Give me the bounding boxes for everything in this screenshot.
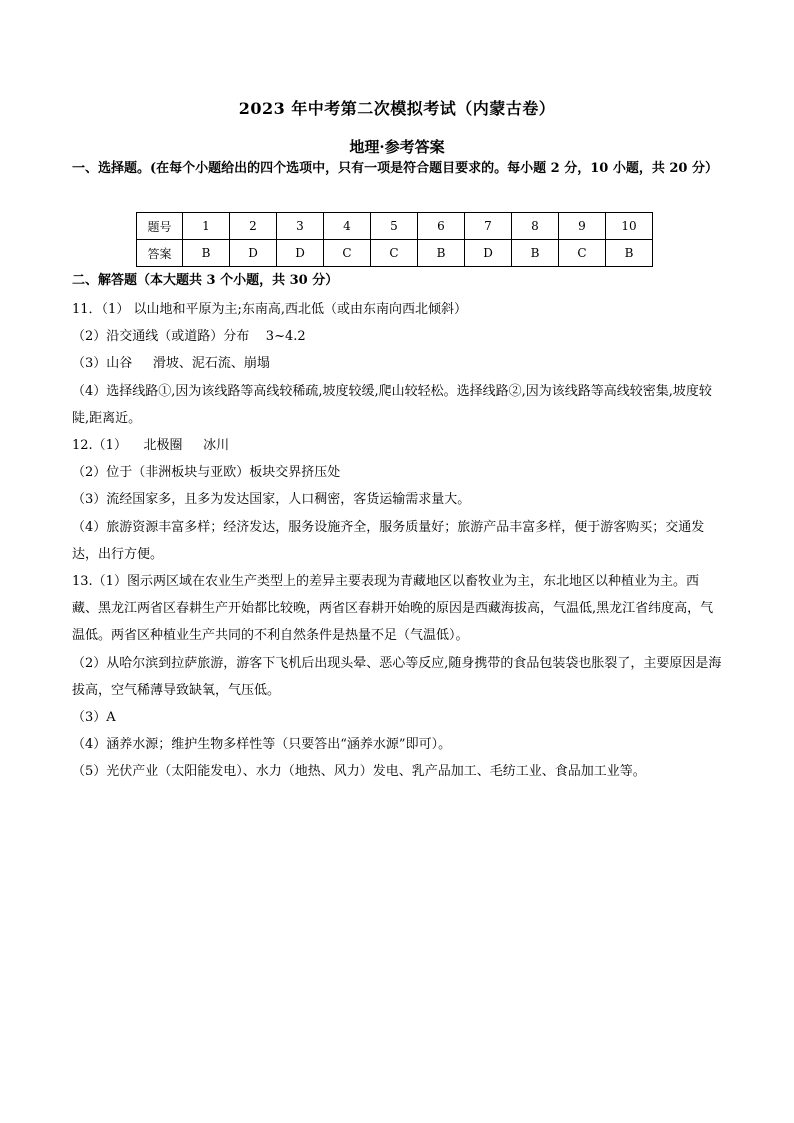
answer-line-12-2: （2）位于（非洲板块与亚欧）板块交界挤压处 [72, 465, 341, 481]
answer-table-row-answers [137, 240, 653, 267]
answer-line-12-4: （4）旅游资源丰富多样；经济发达，服务设施齐全，服务质量好；旅游产品丰富多样，便于游客购买；交通发达，出行方便。 [72, 519, 705, 562]
answer-line-13-3: （3）A [72, 710, 116, 726]
table-cell-answer: B [183, 240, 230, 267]
table-cell-number: 7 [465, 213, 512, 240]
answer-table-row-numbers [137, 213, 653, 240]
answer-line-11-1: 11．（1） 以山地和平原为主;东南高,西北低（或由东南向西北倾斜） [72, 302, 467, 317]
table-cell-number: 5 [371, 213, 418, 240]
answer-line-13-2: （2）从哈尔滨到拉萨旅游，游客下飞机后出现头晕、恶心等反应,随身携带的食品包装袋也胀裂了，主要原因是海拔高，空气稀薄导致缺氧，气压低。 [72, 655, 722, 698]
table-cell-answer: C [559, 240, 606, 267]
page-title: 2023 年中考第二次模拟考试（内蒙古卷） [238, 99, 556, 118]
table-cell-answer: C [324, 240, 371, 267]
page-subtitle: 地理·参考答案 [349, 138, 445, 156]
table-cell-answer: B [418, 240, 465, 267]
table-cell-answer: B [512, 240, 559, 267]
table-cell-answer: B [606, 240, 653, 267]
answer-line-12-3: （3）流经国家多，且多为发达国家，人口稠密，客货运输需求量大。 [72, 492, 471, 508]
table-cell-answer: D [230, 240, 277, 267]
table-cell-answer: D [277, 240, 324, 267]
answer-body [72, 296, 724, 786]
table-header-cell: 答案 [137, 240, 183, 267]
section-heading-choice: 一、选择题。(在每个小题给出的四个选项中，只有一项是符合题目要求的。每小题 2 分，10 小题，共 20 分） [72, 161, 719, 176]
table-cell-number: 1 [183, 213, 230, 240]
answer-line-13-1: 13.（1）图示两区域在农业生产类型上的差异主要表现为青藏地区以畜牧业为主，东北地区以种植业为主。西藏、黑龙江两省区春耕生产开始都比较晚，两省区春耕开始晚的原因是西藏海拔高，气温低,黑龙江省纬度高，气温低。两省区种植业生产共同的不利自然条件是热量不足（气温低）。 [72, 574, 714, 644]
answer-table [136, 212, 653, 267]
table-cell-number: 2 [230, 213, 277, 240]
section-heading-answers: 二、解答题（本大题共 3 个小题，共 30 分） [72, 273, 339, 288]
table-cell-number: 6 [418, 213, 465, 240]
answer-line-11-3: （3）山谷 滑坡、泥石流、崩塌 [72, 356, 270, 372]
answer-line-13-5: （5）光伏产业（太阳能发电）、水力（地热、风力）发电、乳产品加工、毛纺工业、食品加工业等。 [72, 764, 646, 780]
table-cell-number: 9 [559, 213, 606, 240]
table-cell-answer: D [465, 240, 512, 267]
table-cell-number: 10 [606, 213, 653, 240]
answer-line-12-1: 12.（1） 北极圈 冰川 [72, 438, 230, 454]
table-cell-answer: C [371, 240, 418, 267]
table-cell-number: 8 [512, 213, 559, 240]
answer-line-13-4: （4）涵养水源；维护生物多样性等（只要答出“涵养水源”即可）。 [72, 737, 452, 753]
table-cell-number: 3 [277, 213, 324, 240]
answer-line-11-2: （2）沿交通线（或道路）分布 3~4.2 [72, 329, 306, 345]
table-header-cell: 题号 [137, 213, 183, 240]
table-cell-number: 4 [324, 213, 371, 240]
answer-line-11-4: （4）选择线路①,因为该线路等高线较稀疏,坡度较缓,爬山较轻松。选择线路②,因为该线路等高线较密集,坡度较陡,距离近。 [72, 383, 712, 426]
